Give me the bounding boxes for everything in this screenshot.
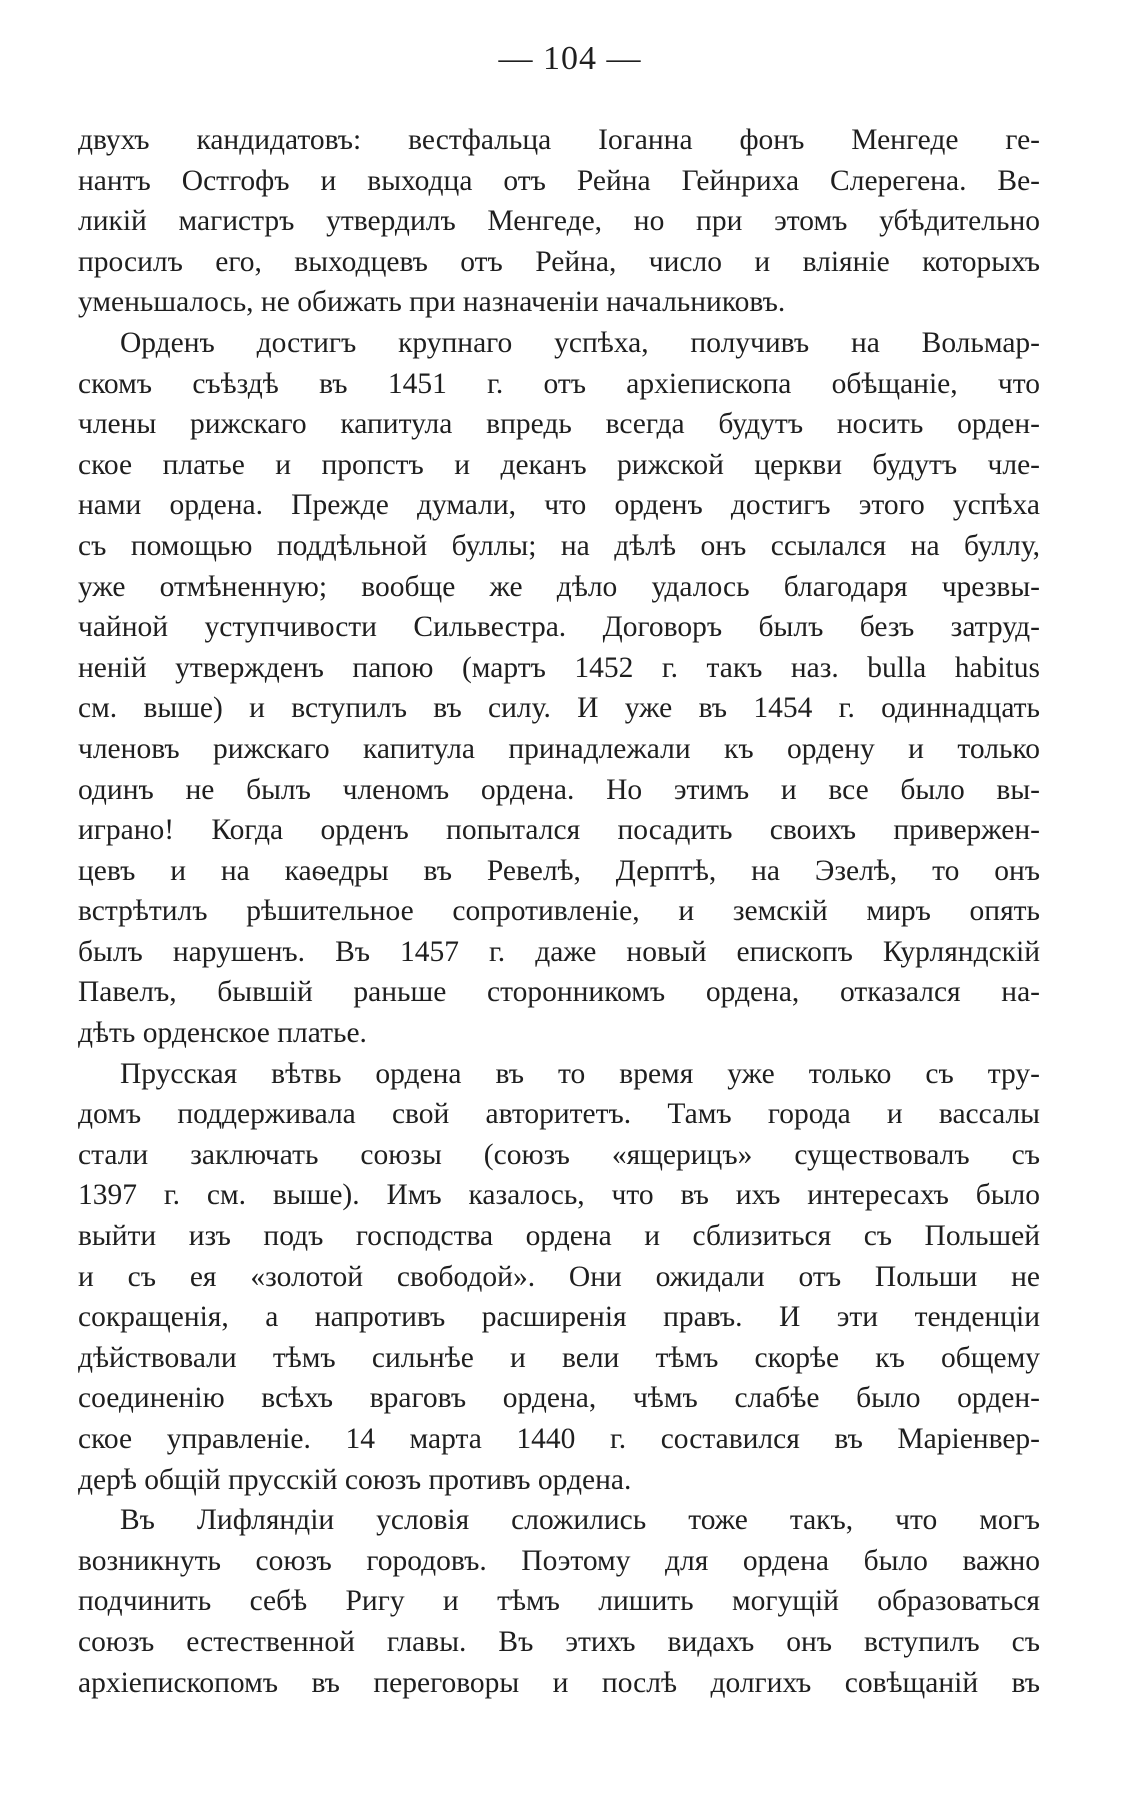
text-line: выйти изъ подъ господства ордена и сблизиться съ Польшей xyxy=(78,1220,1040,1253)
text-line: скомъ съѣздѣ въ 1451 г. отъ архіепископа обѣщаніе, что xyxy=(78,367,1040,400)
text-line: архіепископомъ въ переговоры и послѣ долгихъ совѣщаній въ xyxy=(78,1666,1040,1699)
text-line: члены рижскаго капитула впредь всегда будутъ носить орден- xyxy=(78,408,1040,441)
text-line: ское управленіе. 14 марта 1440 г. составился въ Маріенвер- xyxy=(78,1423,1040,1455)
text-line: дѣть орденское платье. xyxy=(78,1017,367,1050)
text-line: уже отмѣненную; вообще же дѣло удалось благодаря чрезвы- xyxy=(78,570,1040,603)
text-line: нами ордена. Прежде думали, что орденъ достигъ этого успѣха xyxy=(78,489,1040,522)
text-line: Прусская вѣтвь ордена въ то время уже только съ тру- xyxy=(120,1057,1040,1090)
text-line: одинъ не былъ членомъ ордена. Но этимъ и все было вы- xyxy=(78,773,1040,806)
paragraph-4 xyxy=(78,1500,1040,1703)
paragraph-3 xyxy=(78,1054,1040,1501)
text-line: Въ Лифляндіи условія сложились тоже такъ, что могъ xyxy=(120,1504,1040,1537)
text-line: чайной уступчивости Сильвестра. Договоръ былъ безъ затруд- xyxy=(78,611,1040,644)
text-line: см. выше) и вступилъ въ силу. И уже въ 1454 г. одиннадцать xyxy=(78,692,1040,725)
page-number: — 104 — xyxy=(498,40,642,77)
paragraph-2 xyxy=(78,323,1040,1054)
text-line: домъ поддерживала свой авторитетъ. Тамъ города и вассалы xyxy=(78,1098,1040,1131)
text-line: 1397 г. см. выше). Имъ казалось, что въ ихъ интересахъ было xyxy=(78,1179,1040,1212)
text-line: подчинить себѣ Ригу и тѣмъ лишить могущій образоваться xyxy=(78,1585,1040,1618)
text-line: встрѣтилъ рѣшительное сопротивленіе, и земскій миръ опять xyxy=(78,895,1040,928)
text-line: сокращенія, а напротивъ расширенія правъ. И эти тенденціи xyxy=(78,1301,1040,1334)
text-line: двухъ кандидатовъ: вестфальца Іоганна фонъ Менгеде ге- xyxy=(78,124,1040,156)
text-line: союзъ естественной главы. Въ этихъ видахъ онъ вступилъ съ xyxy=(78,1625,1040,1658)
text-line: дерѣ общій прусскій союзъ противъ ордена. xyxy=(78,1463,632,1496)
text-line: съ помощью поддѣльной буллы; на дѣлѣ онъ ссылался на буллу, xyxy=(78,529,1040,562)
text-line: неній утвержденъ папою (мартъ 1452 г. такъ наз. bulla habitus xyxy=(78,651,1040,684)
text-line: ское платье и пропстъ и деканъ рижской церкви будутъ чле- xyxy=(78,448,1040,481)
text-line: Павелъ, бывшій раньше сторонникомъ ордена, отказался на- xyxy=(78,976,1040,1009)
text-line: просилъ его, выходцевъ отъ Рейна, число и вліяніе которыхъ xyxy=(78,245,1040,278)
text-line: дѣйствовали тѣмъ сильнѣе и вели тѣмъ скорѣе къ общему xyxy=(78,1341,1040,1374)
text-line: членовъ рижскаго капитула принадлежали къ ордену и только xyxy=(78,732,1040,765)
text-line: соединенію всѣхъ враговъ ордена, чѣмъ слабѣе было орден- xyxy=(78,1382,1040,1415)
text-line: и съ ея «золотой свободой». Они ожидали отъ Польши не xyxy=(78,1260,1040,1293)
text-line: нантъ Остгофъ и выходца отъ Рейна Гейнриха Слерегена. Ве- xyxy=(78,164,1040,197)
text-line: Орденъ достигъ крупнаго успѣха, получивъ на Вольмар- xyxy=(120,326,1040,359)
paragraph-1 xyxy=(78,120,1040,323)
text-line: стали заключать союзы (союзъ «ящерицъ» существовалъ съ xyxy=(78,1138,1040,1171)
text-line: возникнуть союзъ городовъ. Поэтому для ордена было важно xyxy=(78,1544,1040,1577)
text-line: былъ нарушенъ. Въ 1457 г. даже новый епископъ Курляндскій xyxy=(78,935,1040,968)
text-line: играно! Когда орденъ попытался посадить своихъ привержен- xyxy=(78,814,1040,847)
text-line: ликій магистръ утвердилъ Менгеде, но при этомъ убѣдительно xyxy=(78,205,1040,238)
text-line: цевъ и на каѳедры въ Ревелѣ, Дерптѣ, на Эзелѣ, то онъ xyxy=(78,854,1040,887)
text-line: уменьшалось, не обижать при назначеніи начальниковъ. xyxy=(78,286,786,319)
text-body xyxy=(78,120,1040,1703)
